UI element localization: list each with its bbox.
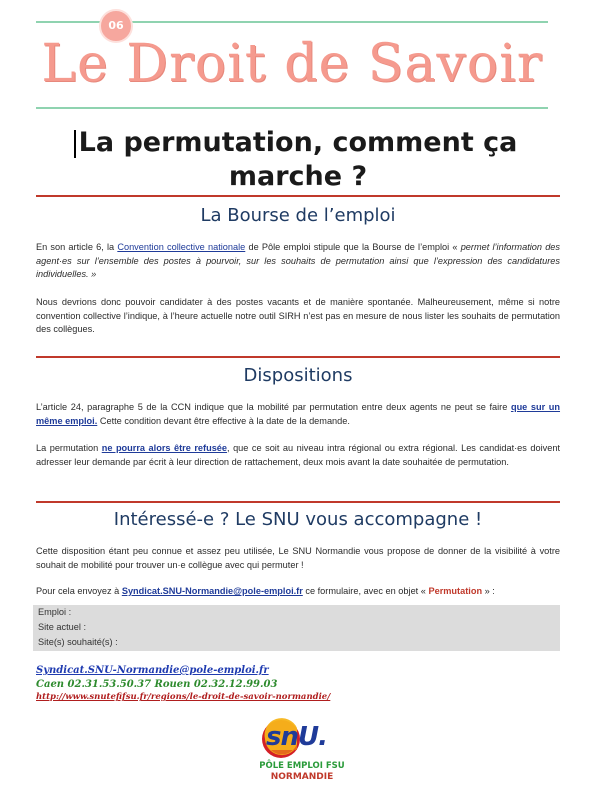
paragraph-bourse-2: Nous devrions donc pouvoir candidater à des postes vacants et de manière spontanée. Malheureusement, même si notre convention collective l’indique, à l’heure actuelle notre outil SIRH n’est pas en mesure de nous lister les souhaits de permutation des collègues. [36, 297, 560, 334]
form-field-emploi[interactable]: Emploi : [38, 607, 72, 617]
text-run: Cette condition devant être effective à la date de la demande. [97, 415, 350, 426]
paragraph-dispositions-1 [36, 401, 560, 428]
issue-number-badge: 06 [99, 9, 133, 43]
masthead-bottom-rule [36, 107, 548, 109]
logo-line2: NORMANDIE [270, 772, 334, 782]
text-run: Pour cela envoyez à [36, 586, 122, 596]
application-form [33, 605, 560, 651]
form-field-site-actuel[interactable]: Site actuel : [38, 622, 87, 632]
form-field-sites-souhaites[interactable]: Site(s) souhaité(s) : [38, 637, 118, 647]
text-run: , que ce soit au niveau intra régional ou extra régional. Les candidat·es doivent adresser leur demande par écrit à leur direction de rattachement, deux mois avant la date souhaitée de permutation. [36, 443, 561, 467]
subject-text: Permutation [428, 586, 483, 596]
text-run: de Pôle emploi stipule que la Bourse de l’emploi « [245, 242, 461, 252]
logo-text: snU. [266, 722, 327, 752]
footer-phones: Caen 02.31.53.50.37 Rouen 02.32.12.99.03 [36, 679, 278, 690]
logo-line1: PÔLE EMPLOI FSU [259, 761, 345, 771]
footer-email[interactable]: Syndicat.SNU-Normandie@pole-emploi.fr [36, 665, 269, 676]
section-title-dispositions: Dispositions [243, 365, 353, 386]
emphasis-text: ne pourra alors être refusée [101, 443, 228, 453]
section-rule [36, 356, 560, 358]
email-link[interactable]: Syndicat.SNU-Normandie@pole-emploi.fr [121, 586, 303, 596]
section-title-snu: Intéressé-e ? Le SNU vous accompagne ! [113, 509, 483, 530]
paragraph-bourse-1 [36, 241, 560, 282]
paragraph-snu-1: Cette disposition étant peu connue et assez peu utilisée, Le SNU Normandie vous propose de donner de la visibilité à votre souhait de mobilité pour trouver un·e collègue avec qui permuter ! [36, 546, 560, 570]
footer-url[interactable]: http://www.snutefifsu.fr/regions/le-droit-de-savoir-normandie/ [36, 692, 331, 702]
masthead-title: Le Droit de Savoir [41, 34, 543, 94]
emphasis-text: que sur un même emploi. [36, 402, 561, 426]
paragraph-dispositions-2 [36, 442, 560, 469]
page-title: La permutation, comment ça marche ? [78, 127, 518, 192]
quote-text: permet l’information des agent·es sur l’ensemble des postes à pourvoir, sur les souhaits de permutation ainsi que l’expression des candidatures individuelles. » [36, 242, 561, 279]
section-title-bourse: La Bourse de l’emploi [200, 205, 396, 226]
text-run: » : [482, 586, 495, 596]
section-rule [36, 195, 560, 197]
paragraph-snu-2 [36, 585, 560, 599]
convention-link[interactable]: Convention collective nationale [117, 242, 246, 252]
text-run: En son article 6, la [36, 242, 118, 252]
text-run: L’article 24, paragraphe 5 de la CCN indique que la mobilité par permutation entre deux agents ne peut se faire [36, 402, 511, 412]
text-run: ce formulaire, avec en objet « [302, 586, 429, 596]
section-rule [36, 501, 560, 503]
snu-logo [257, 706, 347, 786]
text-run: La permutation [36, 443, 102, 453]
